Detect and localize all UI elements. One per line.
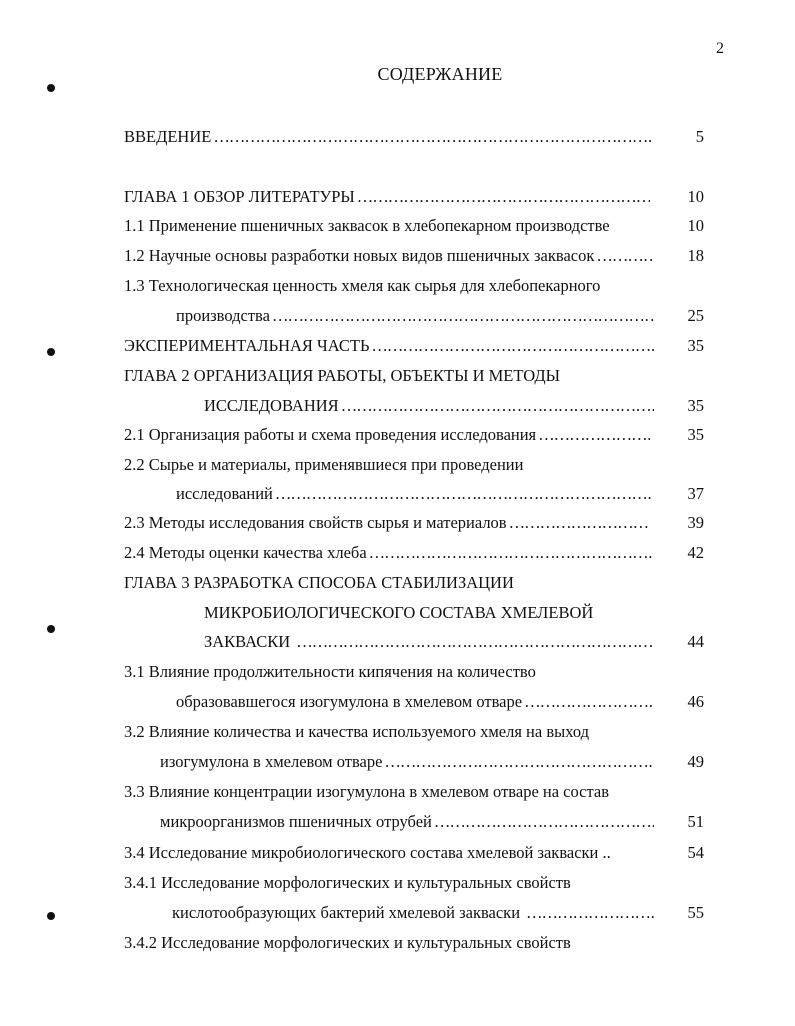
- toc-entry-text: 3.1 Влияние продолжительности кипячения на количество: [124, 662, 536, 681]
- toc-entry-text: ГЛАВА 2 ОРГАНИЗАЦИЯ РАБОТЫ, ОБЪЕКТЫ И МЕТОДЫ: [124, 366, 560, 385]
- page-number: 2: [716, 40, 724, 57]
- binder-hole-mark: [47, 84, 55, 92]
- toc-entry-text: ВВЕДЕНИЕ: [124, 127, 212, 146]
- toc-entry-text: изогумулона в хмелевом отваре: [160, 752, 383, 771]
- toc-entry-page: 10: [687, 187, 704, 206]
- toc-entry-text: 2.1 Организация работы и схема проведения исследования: [124, 425, 537, 444]
- toc-entry-chapter-1[interactable]: [124, 185, 650, 209]
- toc-entry-3-3[interactable]: [124, 780, 654, 804]
- toc-entry-page: 54: [687, 843, 704, 862]
- toc-entry-text: исследований: [176, 484, 273, 503]
- toc-entry-3-4-2[interactable]: [124, 931, 654, 955]
- toc-entry-3-2-cont[interactable]: [160, 750, 654, 774]
- toc-entry-text: 3.4 Исследование микробиологического состава хмелевой закваски ..: [124, 843, 611, 862]
- toc-entry-experimental[interactable]: [124, 334, 654, 358]
- toc-entry-text: 3.4.1 Исследование морфологических и культуральных свойств: [124, 873, 571, 892]
- leader-dots: [524, 690, 654, 714]
- toc-entry-2-2-cont[interactable]: [176, 482, 654, 506]
- toc-entry-3-1[interactable]: [124, 660, 654, 684]
- toc-entry-page: 55: [687, 903, 704, 922]
- toc-entry-page: 51: [687, 812, 704, 831]
- toc-entry-3-4[interactable]: [124, 841, 654, 865]
- toc-entry-2-1[interactable]: [124, 423, 650, 447]
- toc-entry-2-4[interactable]: [124, 541, 654, 565]
- toc-entry-chapter-3-cont: [204, 601, 654, 625]
- leader-dots: [357, 185, 650, 209]
- leader-dots: [509, 511, 650, 535]
- toc-entry-text: МИКРОБИОЛОГИЧЕСКОГО СОСТАВА ХМЕЛЕВОЙ: [204, 603, 594, 622]
- toc-entry-chapter-3-cont[interactable]: [204, 630, 654, 654]
- toc-entry-text: производства: [176, 306, 270, 325]
- leader-dots: [538, 423, 650, 447]
- toc-entry-text: 3.2 Влияние количества и качества используемого хмеля на выход: [124, 722, 589, 741]
- toc-entry-3-4-1[interactable]: [124, 871, 654, 895]
- toc-entry-text: 1.2 Научные основы разработки новых видов пшеничных заквасок: [124, 246, 595, 265]
- toc-entry-text: 3.3 Влияние концентрации изогумулона в хмелевом отваре на состав: [124, 782, 610, 801]
- toc-entry-page: 37: [687, 484, 704, 503]
- leader-dots: [596, 244, 654, 268]
- toc-entry-2-3[interactable]: [124, 511, 650, 535]
- toc-entry-text: 3.4.2 Исследование морфологических и культуральных свойств: [124, 933, 571, 952]
- leader-dots: [275, 482, 654, 506]
- toc-entry-text: ИССЛЕДОВАНИЯ: [204, 396, 339, 415]
- toc-title: СОДЕРЖАНИЕ: [377, 64, 503, 84]
- toc-entry-text: ЗАКВАСКИ: [204, 632, 291, 651]
- toc-entry-page: 49: [687, 752, 704, 771]
- toc-entry-page: 18: [687, 246, 704, 265]
- toc-entry-3-3-cont[interactable]: [160, 810, 654, 834]
- leader-dots: [369, 541, 654, 565]
- leader-dots: [272, 304, 654, 328]
- toc-entry-text: 2.3 Методы исследования свойств сырья и материалов: [124, 513, 507, 532]
- toc-entry-1-1[interactable]: [124, 214, 654, 238]
- leader-dots: [434, 810, 654, 834]
- toc-entry-3-2[interactable]: [124, 720, 654, 744]
- toc-entry-page: 25: [687, 306, 704, 325]
- toc-entry-text: ГЛАВА 3 РАЗРАБОТКА СПОСОБА СТАБИЛИЗАЦИИ: [124, 573, 514, 592]
- toc-entry-text: образовавшегося изогумулона в хмелевом отваре: [176, 692, 523, 711]
- toc-entry-3-4-1-cont[interactable]: [172, 901, 654, 925]
- toc-entry-page: 35: [687, 336, 704, 355]
- leader-dots: [213, 125, 654, 149]
- toc-entry-introduction[interactable]: [124, 125, 654, 149]
- binder-hole-mark: [47, 348, 55, 356]
- toc-entry-text: микроорганизмов пшеничных отрубей: [160, 812, 432, 831]
- toc-entry-page: 46: [687, 692, 704, 711]
- toc-entry-chapter-2[interactable]: [124, 364, 654, 388]
- toc-entry-page: 35: [687, 425, 704, 444]
- toc-entry-text: 2.4 Методы оценки качества хлеба: [124, 543, 367, 562]
- toc-entry-text: 1.1 Применение пшеничных заквасок в хлебопекарном производстве: [124, 216, 610, 235]
- toc-entry-page: 42: [687, 543, 704, 562]
- toc-entry-chapter-2-cont[interactable]: [204, 394, 654, 418]
- toc-entry-1-3-cont[interactable]: [176, 304, 654, 328]
- toc-entry-1-2[interactable]: [124, 244, 654, 268]
- toc-entry-page: 44: [687, 632, 704, 651]
- binder-hole-mark: [47, 912, 55, 920]
- toc-entry-page: 10: [687, 216, 704, 235]
- toc-entry-3-1-cont[interactable]: [176, 690, 654, 714]
- toc-entry-1-3[interactable]: [124, 274, 654, 298]
- leader-dots: [296, 630, 654, 654]
- toc-entry-page: 5: [695, 127, 704, 146]
- toc-entry-page: 39: [687, 513, 704, 532]
- toc-entry-chapter-3[interactable]: [124, 571, 654, 595]
- toc-entry-text: ЭКСПЕРИМЕНТАЛЬНАЯ ЧАСТЬ: [124, 336, 370, 355]
- binder-hole-mark: [47, 625, 55, 633]
- leader-dots: [341, 394, 654, 418]
- toc-entry-text: 1.3 Технологическая ценность хмеля как сырья для хлебопекарного: [124, 276, 601, 295]
- leader-dots: [526, 901, 654, 925]
- leader-dots: [384, 750, 654, 774]
- toc-entry-text: кислотообразующих бактерий хмелевой закваски: [172, 903, 521, 922]
- toc-entry-text: ГЛАВА 1 ОБЗОР ЛИТЕРАТУРЫ: [124, 187, 355, 206]
- leader-dots: [371, 334, 654, 358]
- toc-entry-page: 35: [687, 396, 704, 415]
- toc-entry-2-2[interactable]: [124, 453, 654, 477]
- toc-entry-text: 2.2 Сырье и материалы, применявшиеся при проведении: [124, 455, 524, 474]
